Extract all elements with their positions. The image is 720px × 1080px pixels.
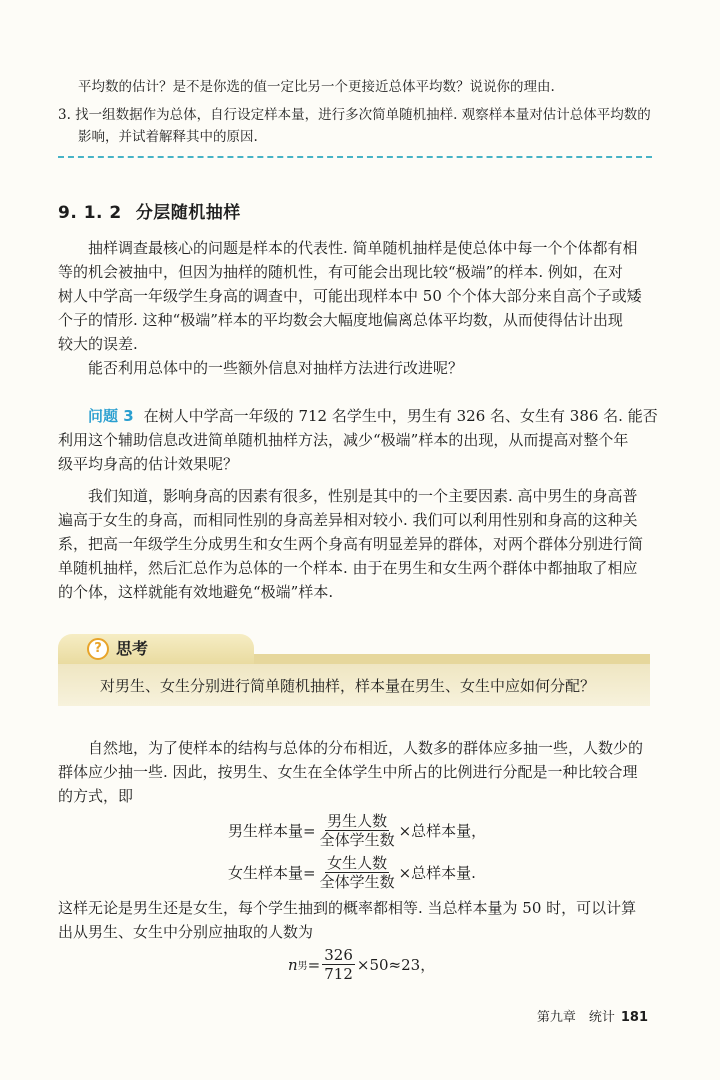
formula-female-lhs: 女生样本量= [228,864,316,882]
formula-n-male [288,946,435,983]
question-text-1: 在树人中学高一年级的 712 名学生中，男生有 326 名、女生有 386 名. 能否 [143,407,658,425]
question-line2: 利用这个辅助信息改进简单随机抽样方法，减少“极端”样本的出现，从而提高对整个年 [58,431,629,449]
formula-male-fraction [318,812,397,849]
formula-female-numerator: 女生人数 [327,854,388,872]
page-number: 181 [620,1010,648,1025]
formula-female-rhs: ×总样本量. [398,864,476,882]
para3-line3: 系，把高一年级学生分成男生和女生两个身高有明显差异的群体，对两个群体分别进行简 [58,535,644,553]
para1-line1: 抽样调查最核心的问题是样本的代表性. 简单随机抽样是使总体中每一个个体都有相 [88,239,638,257]
formula-male-rhs: ×总样本量， [398,822,487,840]
formula-n-denominator: 712 [324,965,353,983]
formula-male-denominator: 全体学生数 [319,831,395,849]
formula-n-sub: 男 [297,961,308,972]
think-title: 思考 [116,639,149,658]
para5-line2: 出从男生、女生中分别应抽取的人数为 [58,923,314,941]
formula-female-denominator: 全体学生数 [319,873,395,891]
para5-line1: 这样无论是男生还是女生，每个学生抽到的概率都相等. 当总样本量为 50 时，可以计算 [58,899,637,917]
question-label: 问题 3 [88,407,134,425]
formula-n-rhs: ×50≈23， [356,956,436,974]
formula-male [228,812,486,849]
para4-line3: 的方式，即 [58,787,134,805]
para1-line3: 树人中学高一年级学生身高的调查中，可能出现样本中 50 个个体大部分来自高个子或矮 [58,287,642,305]
question-mark-icon: ? [87,638,109,660]
exercise-line-continued: 平均数的估计？是不是你选的值一定比另一个更接近总体平均数？说说你的理由. [78,79,555,95]
para4-line2: 群体应少抽一些. 因此，按男生、女生在全体学生中所占的比例进行分配是一种比较合理 [58,763,638,781]
exercise-item-3-line2: 影响，并试着解释其中的原因. [78,129,258,145]
formula-n-numerator: 326 [324,946,353,964]
formula-female [228,854,476,891]
para3-line5: 的个体，这样就能有效地避免“极端”样本. [58,583,334,601]
para1-line2: 等的机会被抽中，但因为抽样的随机性，有可能会出现比较“极端”的样本. 例如，在对 [58,263,623,281]
para1-line5: 较大的误差. [58,335,138,353]
question-line3: 级平均身高的估计效果呢？ [58,455,239,473]
para2: 能否利用总体中的一些额外信息对抽样方法进行改进呢？ [88,359,464,377]
formula-male-numerator: 男生人数 [327,812,388,830]
para3-line2: 遍高于女生的身高，而相同性别的身高差异相对较小. 我们可以利用性别和身高的这种关 [58,511,638,529]
section-title: 分层随机抽样 [135,203,241,223]
para3-line4: 单随机抽样，然后汇总作为总体的一个样本. 由于在男生和女生两个群体中都抽取了相应 [58,559,638,577]
formula-female-fraction [318,854,397,891]
para1-line4: 个子的情形. 这种“极端”样本的平均数会大幅度地偏离总体平均数，从而使得估计出现 [58,311,623,329]
section-number: 9. 1. 2 [58,203,122,223]
formula-male-lhs: 男生样本量= [228,822,316,840]
formula-n-eq: = [307,955,321,974]
formula-n-fraction [322,946,355,983]
para4-line1: 自然地，为了使样本的结构与总体的分布相近，人数多的群体应多抽一些，人数少的 [88,739,644,757]
page-footer [537,1006,648,1025]
formula-n-var: n [288,955,298,974]
question-line1 [88,406,658,426]
think-text: 对男生、女生分别进行简单随机抽样，样本量在男生、女生中应如何分配？ [100,677,596,695]
exercise-item-3-line1: 3. 找一组数据作为总体，自行设定样本量，进行多次简单随机抽样. 观察样本量对估计总体平均数的 [58,107,651,123]
dashed-divider [58,156,652,158]
section-heading [58,198,241,223]
chapter-label: 第九章 统计 [536,1010,615,1025]
para3-line1: 我们知道，影响身高的因素有很多，性别是其中的一个主要因素. 高中男生的身高普 [88,487,638,505]
